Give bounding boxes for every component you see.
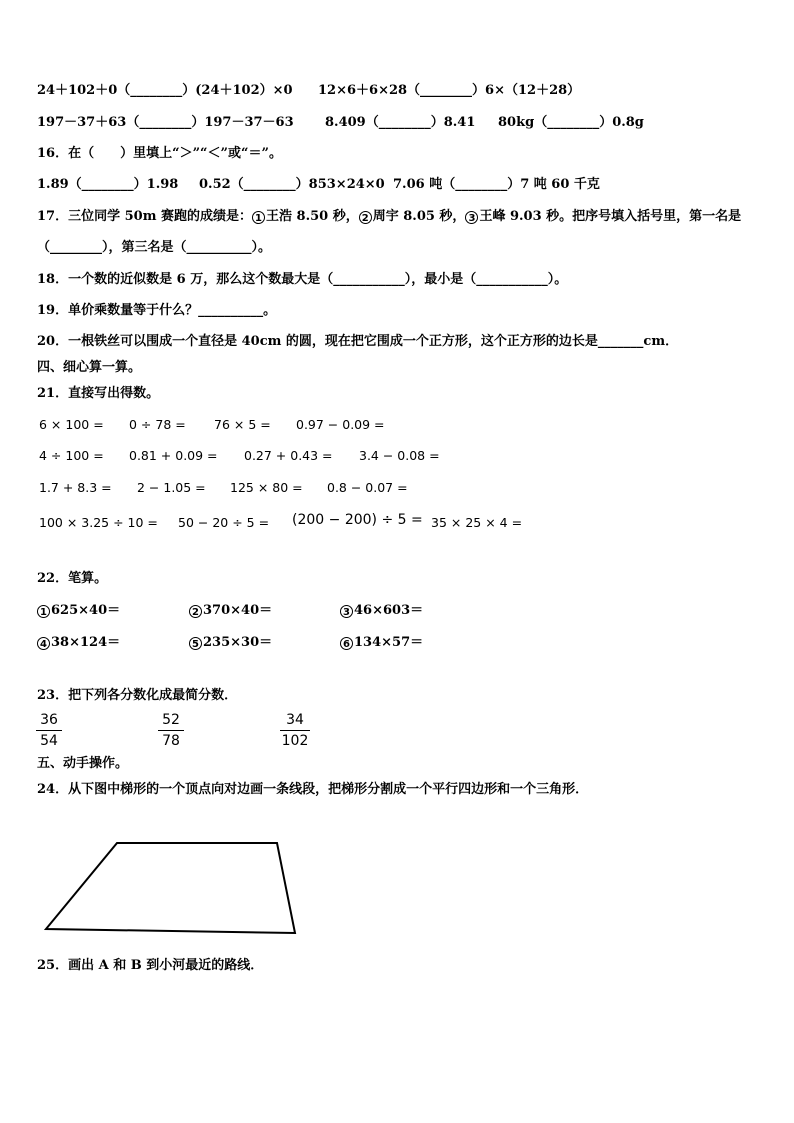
numerator: 52 — [162, 712, 180, 728]
calc-item: 100 × 3.25 ÷ 10 = — [39, 515, 158, 530]
written-item: 3 46×603＝ — [340, 603, 423, 619]
circled-number: 3 — [340, 605, 353, 618]
calc-item: 35 × 25 × 4 = — [431, 515, 523, 530]
compare-item: 1.89（________）1.98 — [37, 177, 179, 192]
calc-item: 6 × 100 = — [39, 417, 104, 432]
compare-item: 197－37＋63（________）197－37－63 — [37, 115, 294, 130]
calc-item: 0.81 + 0.09 = — [129, 448, 218, 463]
written-item: 1 625×40＝ — [37, 603, 120, 619]
compare-item: 12×6＋6×28（________）6×（12＋28） — [318, 83, 581, 98]
question-25: 25．画出 A 和 B 到小河最近的路线． — [37, 958, 264, 973]
calc-item: 50 − 20 ÷ 5 = — [178, 515, 270, 530]
calc-item: 2 − 1.05 = — [137, 480, 206, 495]
calc-item: 0 ÷ 78 = — [129, 417, 186, 432]
calc-item: 0.27 + 0.43 = — [244, 448, 333, 463]
written-item: 6 134×57＝ — [340, 635, 423, 651]
circled-number: 1 — [37, 605, 50, 618]
question-24: 24．从下图中梯形的一个顶点向对边画一条线段，把梯形分割成一个平行四边形和一个三角形． — [37, 782, 589, 797]
numerator: 36 — [40, 712, 58, 728]
numerator: 34 — [286, 712, 304, 728]
calc-item: 0.97 − 0.09 = — [296, 417, 385, 432]
question-21: 21．直接写出得数。 — [37, 386, 160, 401]
written-item: 2 370×40＝ — [189, 603, 272, 619]
question-17-intro: 17．三位同学 50m 赛跑的成绩是： — [37, 209, 252, 224]
calc-item: 3.4 − 0.08 = — [359, 448, 440, 463]
denominator: 102 — [281, 733, 309, 749]
trapezoid — [46, 843, 295, 933]
denominator: 78 — [162, 733, 180, 749]
circled-number: 5 — [189, 637, 202, 650]
section-5-heading: 五、动手操作。 — [37, 756, 129, 771]
calc-item: 1.7 + 8.3 = — [39, 480, 112, 495]
calc-item: 4 ÷ 100 = — [39, 448, 104, 463]
runner-result: 王浩 8.50 秒， — [266, 209, 359, 224]
compare-item: 8.409（________）8.41 — [325, 115, 476, 130]
circled-number: 3 — [465, 211, 478, 224]
question-17-line-2: （________），第三名是（__________）。 — [37, 240, 272, 255]
question-18: 18．一个数的近似数是 6 万，那么这个数最大是（___________），最小是（___________）。 — [37, 272, 568, 287]
question-22: 22．笔算。 — [37, 571, 108, 586]
section-4-heading: 四、细心算一算。 — [37, 360, 142, 375]
calc-item: 125 × 80 = — [230, 480, 303, 495]
written-item: 4 38×124＝ — [37, 635, 120, 651]
question-20: 20．一根铁丝可以围成一个直径是 40cm 的圆，现在把它围成一个正方形，这个正方形的边长是_______cm． — [37, 334, 679, 349]
circled-number: 2 — [189, 605, 202, 618]
circled-number: 2 — [359, 211, 372, 224]
calc-item: 0.8 − 0.07 = — [327, 480, 408, 495]
compare-item: 0.52（________）853×24×0 — [199, 177, 385, 192]
question-16: 16．在（ ）里填上“＞”“＜”或“＝”。 — [37, 146, 282, 161]
written-item: 5 235×30＝ — [189, 635, 272, 651]
compare-item: 24＋102＋0（________）(24＋102）×0 — [37, 83, 293, 98]
compare-item: 80kg（________）0.8g — [498, 115, 644, 130]
circled-number: 1 — [252, 211, 265, 224]
runner-result: 王峰 9.03 秒。把序号填入括号里，第一名是 — [479, 209, 742, 224]
circled-number: 4 — [37, 637, 50, 650]
calc-item: 76 × 5 = — [214, 417, 271, 432]
denominator: 54 — [40, 733, 58, 749]
question-23: 23．把下列各分数化成最简分数． — [37, 688, 238, 703]
circled-number: 6 — [340, 637, 353, 650]
question-19: 19．单价乘数量等于什么？__________。 — [37, 303, 277, 318]
compare-item: 7.06 吨（________）7 吨 60 千克 — [393, 177, 600, 192]
calc-item: (200 − 200) ÷ 5 = — [292, 512, 423, 528]
runner-result: 周宇 8.05 秒， — [372, 209, 466, 224]
